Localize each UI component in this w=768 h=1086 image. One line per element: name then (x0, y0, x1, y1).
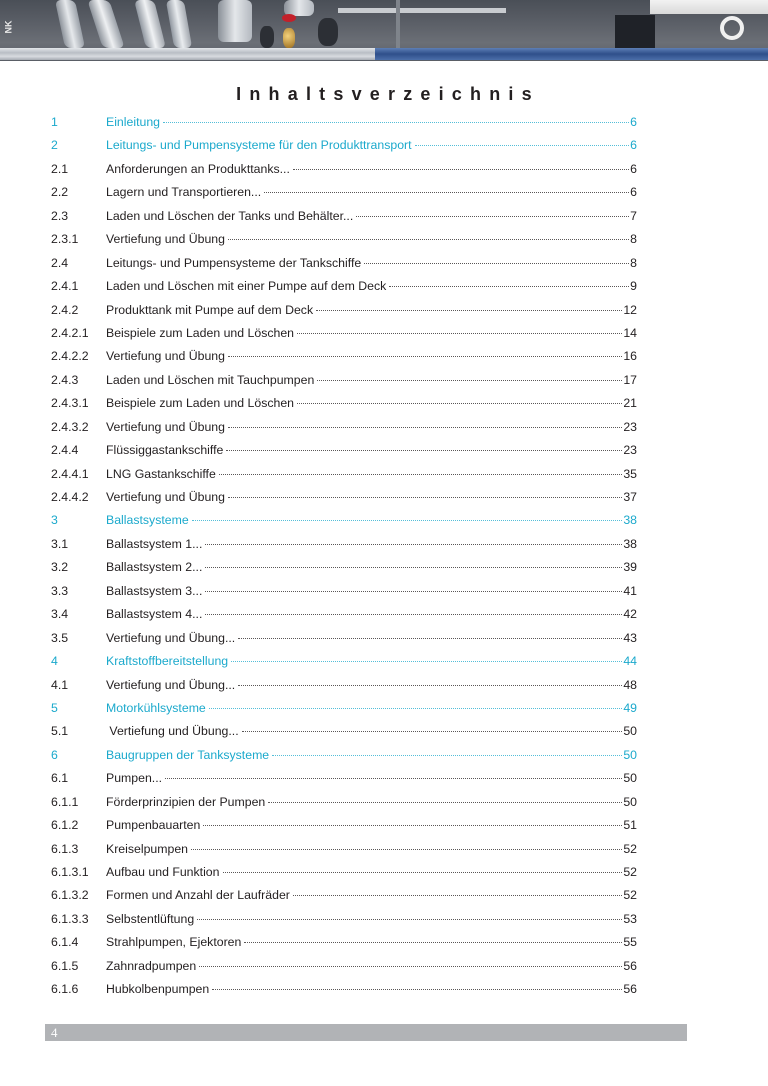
toc-entry[interactable] (51, 793, 637, 816)
toc-section-title: Pumpenbauarten (106, 818, 201, 833)
toc-page-number: 7 (630, 208, 637, 223)
dot-leader (415, 134, 630, 146)
toc-page-number: 8 (630, 255, 637, 270)
dot-leader (191, 838, 622, 850)
toc-section-title: Laden und Löschen mit Tauchpumpen (106, 372, 315, 387)
toc-section-title: Vertiefung und Übung... (106, 724, 239, 739)
toc-section-number: 2.4 (51, 255, 69, 270)
toc-page-number: 42 (623, 607, 637, 622)
toc-page-number: 21 (623, 396, 637, 411)
toc-section-number: 3.3 (51, 583, 69, 598)
toc-section-number: 6.1.5 (51, 958, 79, 973)
toc-entry[interactable] (51, 676, 637, 699)
toc-section-title: Leitungs- und Pumpensysteme der Tankschiffe (106, 255, 362, 270)
toc-page-number: 55 (623, 935, 637, 950)
photo-pipe (218, 0, 252, 42)
toc-section-title: Vertiefung und Übung (106, 490, 225, 504)
toc-section-number: 6.1.6 (51, 982, 79, 997)
toc-section-number: 2.4.2.1 (51, 325, 89, 340)
toc-section-title: Baugruppen der Tanksysteme (106, 747, 270, 762)
toc-section-number: 6.1.2 (51, 818, 79, 833)
toc-section-number: 2 (51, 138, 58, 153)
toc-page-number: 44 (623, 654, 637, 669)
photo-pipe (720, 16, 744, 40)
toc-entry[interactable] (51, 933, 637, 956)
toc-entry[interactable] (51, 629, 637, 652)
toc-section-title: Kreiselpumpen (106, 841, 189, 856)
toc-section-title: Lagern und Transportieren... (106, 185, 262, 200)
toc-chapter-entry[interactable] (51, 652, 637, 675)
toc-page-number: 14 (623, 325, 637, 340)
toc-section-number: 1 (51, 115, 58, 129)
photo-pipe (166, 0, 192, 48)
toc-page-number: 48 (623, 677, 637, 692)
toc-section-number: 4.1 (51, 677, 69, 692)
dot-leader (163, 111, 629, 123)
toc-section-title: Laden und Löschen der Tanks und Behälter... (106, 208, 354, 223)
dot-leader (197, 908, 622, 920)
toc-entry[interactable] (51, 605, 637, 628)
toc-section-number: 2.4.4.1 (51, 466, 89, 481)
toc-section-title: Beispiele zum Laden und Löschen (106, 396, 295, 411)
toc-page-number: 37 (623, 490, 637, 504)
toc-section-number: 6.1.3.3 (51, 911, 89, 926)
toc-entry[interactable] (51, 183, 637, 206)
toc-page-number: 8 (630, 232, 637, 247)
toc-page-number: 23 (623, 443, 637, 458)
toc-entry[interactable] (51, 816, 637, 839)
toc-section-title: Vertiefung und Übung (106, 232, 225, 247)
toc-section-title: Beispiele zum Laden und Löschen (106, 325, 295, 340)
toc-page-number: 6 (630, 185, 637, 200)
toc-page-number: 39 (623, 560, 637, 575)
toc-page-number: 17 (623, 372, 637, 387)
valve-handwheel (282, 14, 296, 22)
toc-page-number: 50 (623, 771, 637, 786)
toc-section-title: Pumpen... (106, 771, 163, 786)
toc-section-title: Selbstentlüftung (106, 911, 195, 926)
photo-blue-pipe (375, 48, 768, 60)
toc-section-number: 3.1 (51, 536, 69, 551)
toc-entry[interactable] (51, 301, 637, 324)
toc-entry[interactable] (51, 277, 637, 300)
toc-entry[interactable] (51, 207, 637, 230)
toc-section-number: 5.1 (51, 724, 69, 739)
toc-page-number: 52 (623, 841, 637, 856)
toc-entry[interactable] (51, 886, 637, 909)
toc-entry[interactable] (51, 160, 637, 183)
dot-leader (219, 463, 622, 475)
toc-section-title: Förderprinzipien der Pumpen (106, 794, 266, 809)
toc-entry[interactable] (51, 558, 637, 581)
toc-entry[interactable] (51, 722, 637, 745)
toc-entry[interactable] (51, 863, 637, 886)
toc-entry[interactable] (51, 418, 637, 441)
toc-chapter-entry[interactable] (51, 699, 637, 722)
dot-leader (297, 392, 622, 404)
toc-entry[interactable] (51, 441, 637, 464)
toc-entry[interactable] (51, 980, 637, 1003)
toc-section-title: Strahlpumpen, Ejektoren (106, 935, 242, 950)
toc-section-number: 2.4.3.2 (51, 419, 89, 434)
photo-label: NK (3, 20, 14, 34)
dot-leader (228, 486, 622, 498)
toc-section-number: 2.4.3.1 (51, 396, 89, 411)
toc-section-number: 6 (51, 747, 58, 762)
dot-leader (203, 814, 622, 826)
valve-body (283, 28, 295, 48)
dot-leader (231, 650, 622, 662)
toc-section-title: Einleitung (106, 115, 161, 129)
dot-leader (238, 627, 622, 639)
toc-page-number: 52 (623, 888, 637, 903)
toc-page-number: 23 (623, 419, 637, 434)
dot-leader (364, 252, 629, 264)
dot-leader (205, 556, 622, 568)
toc-chapter-entry[interactable] (51, 511, 637, 534)
toc-section-number: 6.1.1 (51, 794, 79, 809)
toc-section-number: 2.3.1 (51, 232, 79, 247)
toc-section-title: Laden und Löschen mit einer Pumpe auf dem Deck (106, 279, 387, 294)
page-number: 4 (51, 1025, 58, 1040)
dot-leader (356, 205, 629, 217)
toc-section-title: Vertiefung und Übung... (106, 677, 236, 692)
photo-pipe (87, 0, 125, 48)
toc-section-number: 2.4.3 (51, 372, 79, 387)
dot-leader (226, 439, 622, 451)
dot-leader (205, 580, 622, 592)
toc-page-number: 56 (623, 982, 637, 997)
toc-chapter-entry[interactable] (51, 136, 637, 159)
dot-leader (268, 791, 622, 803)
toc-entry[interactable] (51, 582, 637, 605)
toc-section-number: 5 (51, 700, 58, 715)
toc-section-title: Kraftstoffbereitstellung (106, 654, 229, 669)
toc-page-number: 50 (623, 724, 637, 739)
toc-page-number: 38 (623, 513, 637, 528)
toc-entry[interactable] (51, 347, 637, 370)
toc-page-number: 51 (623, 818, 637, 833)
toc-page-number: 50 (623, 794, 637, 809)
toc-page-number: 53 (623, 911, 637, 926)
toc-section-title: Aufbau und Funktion (106, 865, 220, 879)
toc-page-number: 9 (630, 279, 637, 294)
toc-section-number: 3 (51, 513, 58, 528)
toc-section-number: 2.1 (51, 161, 69, 176)
toc-section-number: 2.4.1 (51, 279, 79, 294)
dot-leader (205, 533, 622, 545)
dot-leader (212, 978, 622, 990)
page-title: Inhaltsverzeichnis (236, 84, 540, 104)
toc-section-title: Ballastsystem 3... (106, 583, 203, 598)
toc-entry[interactable] (51, 769, 637, 792)
photo-pipe (338, 8, 506, 13)
toc-section-number: 3.4 (51, 607, 69, 622)
toc-section-title: Ballastsysteme (106, 513, 189, 528)
toc-entry[interactable] (51, 957, 637, 980)
header-photo (0, 0, 768, 61)
toc-section-title: Vertiefung und Übung (106, 419, 225, 434)
toc-section-number: 6.1.3.1 (51, 865, 89, 879)
toc-page-number: 56 (623, 958, 637, 973)
toc-page-number: 52 (623, 865, 637, 879)
toc-section-number: 6.1.3 (51, 841, 79, 856)
dot-leader (199, 955, 622, 967)
toc-section-number: 6.1.4 (51, 935, 79, 950)
toc-section-number: 2.4.4 (51, 443, 79, 458)
toc-section-number: 3.2 (51, 560, 69, 575)
toc-page-number: 41 (623, 583, 637, 598)
toc-page-number: 35 (623, 466, 637, 481)
dot-leader (228, 228, 629, 240)
toc-section-number: 2.4.4.2 (51, 490, 89, 504)
dot-leader (316, 299, 622, 311)
toc-section-number: 4 (51, 654, 58, 669)
toc-page-number: 6 (630, 138, 637, 153)
toc-section-title: Zahnradpumpen (106, 958, 197, 973)
toc-section-title: Flüssiggastankschiffe (106, 443, 224, 458)
toc-page-number: 6 (630, 161, 637, 176)
dot-leader (272, 744, 622, 756)
toc-page-number: 38 (623, 536, 637, 551)
toc-chapter-entry[interactable] (51, 113, 637, 136)
footer-bar (45, 1024, 687, 1041)
toc-page-number: 6 (630, 115, 637, 129)
toc-entry[interactable] (51, 324, 637, 347)
toc-section-title: Vertiefung und Übung (106, 349, 225, 364)
toc-section-title: Ballastsystem 4... (106, 607, 203, 622)
dot-leader (242, 720, 623, 732)
toc-section-title: Ballastsystem 1... (106, 536, 203, 551)
toc-section-number: 6.1 (51, 771, 69, 786)
dot-leader (228, 416, 622, 428)
toc-section-number: 3.5 (51, 630, 69, 645)
dot-leader (165, 767, 622, 779)
photo-box (650, 0, 768, 14)
dot-leader (228, 345, 622, 357)
dot-leader (205, 603, 622, 615)
toc-page-number: 49 (623, 700, 637, 715)
toc-page-number: 16 (623, 349, 637, 364)
dot-leader (317, 369, 622, 381)
toc-section-number: 6.1.3.2 (51, 888, 89, 903)
photo-pipe (260, 26, 274, 48)
toc-page-number: 12 (623, 302, 637, 317)
toc-entry[interactable] (51, 230, 637, 253)
toc-entry[interactable] (51, 910, 637, 933)
toc-entry[interactable] (51, 535, 637, 558)
dot-leader (223, 861, 623, 873)
toc-section-title: Hubkolbenpumpen (106, 982, 210, 997)
toc-section-title: Vertiefung und Übung... (106, 630, 236, 645)
toc-entry[interactable] (51, 488, 637, 511)
dot-leader (389, 275, 629, 287)
dot-leader (293, 158, 629, 170)
dot-leader (297, 322, 622, 334)
toc-section-title: Motorkühlsysteme (106, 700, 206, 715)
toc-page-number: 50 (623, 747, 637, 762)
dot-leader (293, 884, 622, 896)
toc-entry[interactable] (51, 465, 637, 488)
toc-page-number: 43 (623, 630, 637, 645)
toc-section-number: 2.4.2.2 (51, 349, 89, 364)
dot-leader (264, 181, 629, 193)
toc-entry[interactable] (51, 394, 637, 417)
photo-pipe (615, 15, 655, 48)
toc-section-title: Anforderungen an Produkttanks... (106, 161, 290, 176)
dot-leader (209, 697, 623, 709)
toc-section-title: LNG Gastankschiffe (106, 466, 216, 481)
photo-pipe (318, 18, 338, 46)
toc-section-number: 2.4.2 (51, 302, 79, 317)
photo-pipe (134, 0, 166, 48)
table-of-contents (51, 113, 637, 1004)
toc-entry[interactable] (51, 371, 637, 394)
dot-leader (192, 509, 623, 521)
toc-entry[interactable] (51, 254, 637, 277)
toc-section-number: 2.2 (51, 185, 69, 200)
dot-leader (244, 931, 622, 943)
toc-section-number: 2.3 (51, 208, 69, 223)
toc-chapter-entry[interactable] (51, 746, 637, 769)
toc-section-title: Formen und Anzahl der Laufräder (106, 888, 290, 903)
photo-pipe (55, 0, 85, 48)
dot-leader (238, 674, 622, 686)
toc-section-title: Produkttank mit Pumpe auf dem Deck (106, 302, 314, 317)
toc-section-title: Ballastsystem 2... (106, 560, 203, 575)
toc-section-title: Leitungs- und Pumpensysteme für den Produkttransport (106, 138, 412, 153)
toc-entry[interactable] (51, 840, 637, 863)
